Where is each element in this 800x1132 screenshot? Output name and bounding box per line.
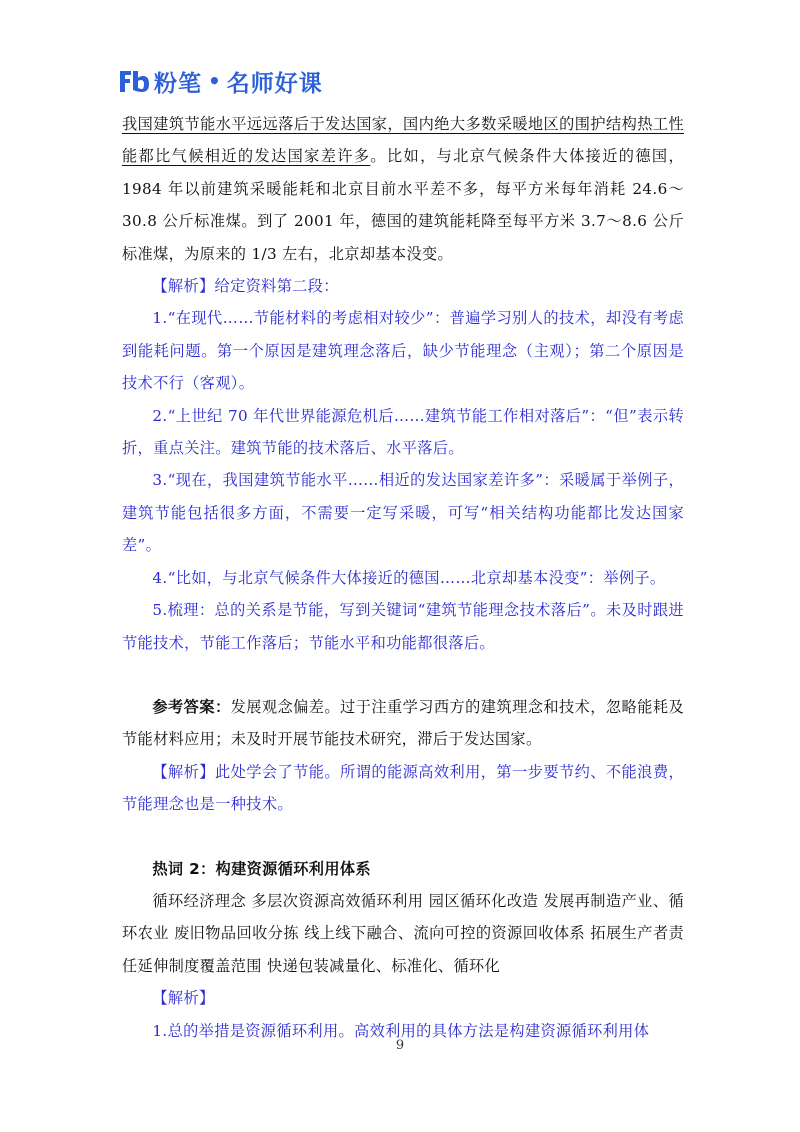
- fenbi-logo: [118, 64, 323, 98]
- analysis-item-4: 4.“比如，与北京气候条件大体接近的德国……北京却基本没变”：举例子。: [152, 568, 666, 587]
- page-number: 9: [395, 1038, 405, 1053]
- logo-separator: •: [208, 69, 221, 93]
- intro-underlined-text: 我国建筑节能水平远远落后于发达国家，国内绝大多数采暖地区的围护结构热工性能都比气候相近的发达国家差许多: [122, 115, 684, 166]
- answer-paragraph: [122, 691, 684, 756]
- analysis-title: 【解析】给定资料第二段：: [152, 277, 339, 296]
- answer-text: 发展观念偏差。过于注重学习西方的建筑理念和技术，忽略能耗及节能材料应用；未及时开展节能技术研究，滞后于发达国家。: [122, 697, 685, 749]
- document-body: [122, 108, 684, 1047]
- logo-slogan: 名师好课: [226, 70, 323, 97]
- spacer: [122, 821, 684, 853]
- hotword-title: 热词 2：构建资源循环利用体系: [152, 859, 371, 878]
- answer-label: 参考答案：: [152, 697, 231, 716]
- analysis-item-1: 1.“在现代……节能材料的考虑相对较少”：普遍学习别人的技术，却没有考虑到能耗问题。第一个原因是建筑理念落后，缺少节能理念（主观）；第二个原因是技术不行（客观）。: [122, 309, 684, 393]
- analysis-item-2: 2.“上世纪 70 年代世界能源危机后……建筑节能工作相对落后”：“但”表示转折，重点关注。建筑节能的技术落后、水平落后。: [122, 406, 684, 458]
- fenbi-logo-icon: [118, 67, 150, 95]
- spacer: [122, 659, 684, 691]
- answer-analysis: 【解析】此处学会了节能。所谓的能源高效利用，第一步要节约、不能浪费，节能理念也是一种技术。: [122, 762, 684, 814]
- logo-brand: 粉笔: [154, 70, 202, 97]
- hotword-analysis-title: 【解析】: [152, 989, 215, 1008]
- intro-paragraph: [122, 108, 684, 270]
- intro-rest-text: 。比如，与北京气候条件大体接近的德国，1984 年以前建筑采暖能耗和北京目前水平差不多，每平方米每年消耗 24.6～30.8 公斤标准煤。到了 2001 年，德国的建筑能耗降至每平方米 3.7～8.6 公斤标准煤，为原来的 1/3 左右，北京却基本没变。: [122, 147, 684, 263]
- hotword-text: 循环经济理念 多层次资源高效循环利用 园区循环化改造 发展再制造产业、循环农业 废旧物品回收分拣 线上线下融合、流向可控的资源回收体系 拓展生产者责任延伸制度覆盖范围 快递包装减量化、标准化、循环化: [122, 891, 684, 975]
- analysis-item-5: 5.梳理：总的关系是节能，写到关键词“建筑节能理念技术落后”。未及时跟进节能技术，节能工作落后；节能水平和功能都很落后。: [122, 601, 684, 652]
- hotword-analysis-1: 1.总的举措是资源循环利用。高效利用的具体方法是构建资源循环利用体: [152, 1021, 650, 1040]
- analysis-item-3: 3.“现在，我国建筑节能水平……相近的发达国家差许多”：采暖属于举例子，建筑节能包括很多方面，不需要一定写采暖，可写“相关结构功能都比发达国家差”。: [122, 471, 684, 555]
